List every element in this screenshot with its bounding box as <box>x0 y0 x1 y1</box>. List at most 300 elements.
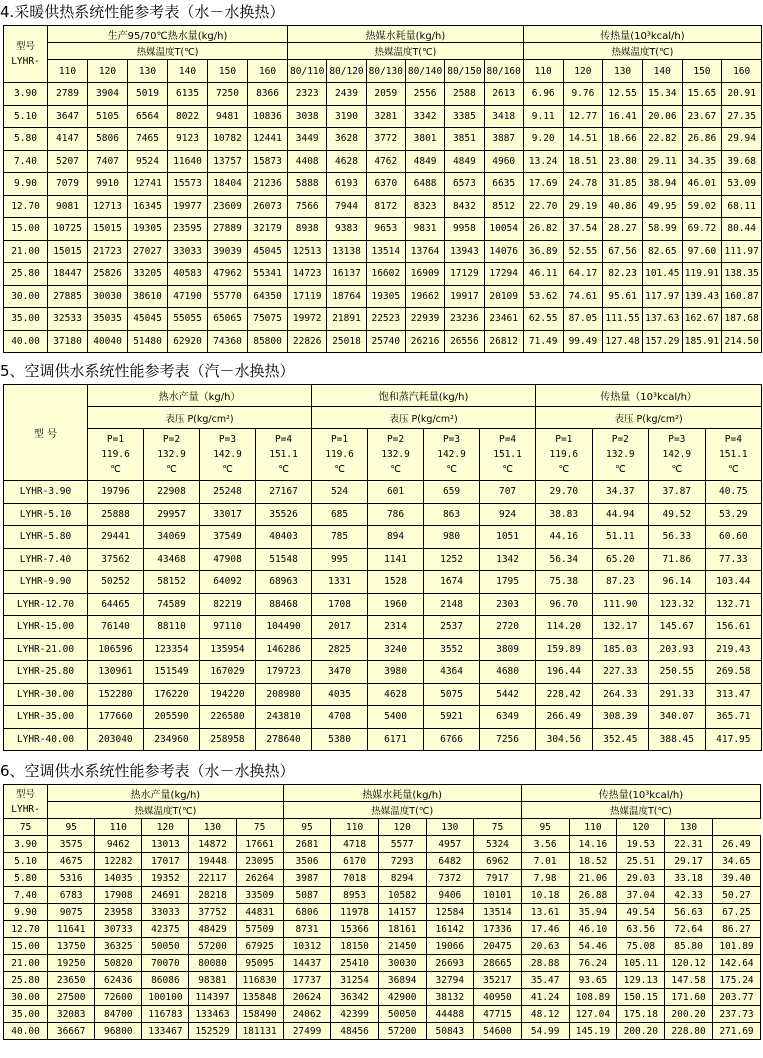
table-cell: 49.95 <box>642 195 682 218</box>
table-cell: 2439 <box>327 83 366 106</box>
table-cell: 29.70 <box>536 481 593 504</box>
table-cell: 43468 <box>144 548 200 571</box>
table-cell: 34.35 <box>682 150 722 173</box>
table-cell: 24691 <box>142 887 189 904</box>
table-cell: 12.55 <box>603 83 643 106</box>
table-cell: 8366 <box>248 83 288 106</box>
table-cell: 17661 <box>236 836 283 853</box>
table-cell: 12741 <box>128 173 168 196</box>
table-cell: 44.94 <box>592 503 649 526</box>
table-cell: 40.75 <box>705 481 762 504</box>
saturation-temp: 142.9 <box>437 449 466 460</box>
table-cell: 20.91 <box>722 83 762 106</box>
table5-title: 5、空调供水系统性能参考表（汽－水换热） <box>0 362 295 380</box>
table-cell: 56.63 <box>665 904 713 921</box>
table-cell: 33205 <box>128 263 168 286</box>
table-cell: 39.68 <box>722 150 762 173</box>
table-cell: 3980 <box>368 661 424 684</box>
table-row <box>4 638 762 661</box>
table-cell: 23958 <box>95 904 142 921</box>
table-cell: 82.65 <box>642 240 682 263</box>
table-cell: 175.24 <box>712 972 760 989</box>
table-cell: 6783 <box>48 887 95 904</box>
table5-pressure-header: 表压 P(kg/cm²) <box>312 407 536 429</box>
column-header: 110 <box>569 819 617 836</box>
table-cell: 44831 <box>236 904 283 921</box>
table-cell: 26556 <box>445 330 484 353</box>
table-cell: 24.78 <box>563 173 603 196</box>
table-cell: 19917 <box>445 285 484 308</box>
table-cell: 37562 <box>88 548 144 571</box>
table-cell: 96.14 <box>649 571 706 594</box>
table-cell: 25.51 <box>617 853 665 870</box>
table-cell: 2588 <box>445 83 484 106</box>
table-cell: 8953 <box>331 887 379 904</box>
table-cell: 3449 <box>288 128 327 151</box>
row-model: LYHR-40.00 <box>4 728 88 751</box>
table-cell: 150.15 <box>617 989 665 1006</box>
row-model: 9.90 <box>4 173 48 196</box>
saturation-temp: 132.9 <box>381 449 410 460</box>
table-cell: 46.11 <box>523 263 563 286</box>
table-cell: 64350 <box>248 285 288 308</box>
column-header: 80/120 <box>327 60 366 83</box>
table-cell: 31254 <box>331 972 379 989</box>
column-header: 110 <box>48 60 88 83</box>
table-cell: 17294 <box>484 263 523 286</box>
table-cell: 6635 <box>484 173 523 196</box>
pressure-column-header <box>480 429 536 481</box>
table-row <box>4 836 761 853</box>
table-cell: 100100 <box>142 989 189 1006</box>
table-cell: 4957 <box>426 836 474 853</box>
temp-unit: ℃ <box>110 464 121 475</box>
table-cell: 25018 <box>327 330 366 353</box>
model-label: 型号 <box>16 788 36 800</box>
table-row <box>4 1006 761 1023</box>
pressure-column-header <box>424 429 480 481</box>
pressure-column-header <box>649 429 706 481</box>
table5-group-steam: 饱和蒸汽耗量(kg/h) <box>312 385 536 407</box>
table-cell: 145.19 <box>569 1023 617 1040</box>
table-cell: 3385 <box>445 105 484 128</box>
table-cell: 64465 <box>88 593 144 616</box>
table-cell: 157.29 <box>642 330 682 353</box>
table-cell: 2017 <box>312 616 368 639</box>
table-cell: 25888 <box>88 503 144 526</box>
table-cell: 269.58 <box>705 661 762 684</box>
row-model: LYHR-7.40 <box>4 548 88 571</box>
table-cell: 10782 <box>208 128 248 151</box>
pressure-column-header <box>256 429 312 481</box>
table-cell: 36342 <box>331 989 379 1006</box>
table-cell: 3772 <box>366 128 405 151</box>
temp-unit: ℃ <box>671 464 683 475</box>
table6 <box>3 784 761 1040</box>
saturation-temp: 151.1 <box>719 449 748 460</box>
table-cell: 23095 <box>236 853 283 870</box>
table-row <box>4 105 762 128</box>
table-cell: 105.11 <box>617 955 665 972</box>
table-cell: 5380 <box>312 728 368 751</box>
table-cell: 29.03 <box>617 870 665 887</box>
table-cell: 7917 <box>474 870 522 887</box>
table-row <box>4 481 762 504</box>
table-cell: 9.76 <box>563 83 603 106</box>
table-cell: 12713 <box>88 195 128 218</box>
column-header: 95 <box>48 819 95 836</box>
table-cell: 26.88 <box>569 887 617 904</box>
table-cell: 29441 <box>88 526 144 549</box>
row-model: LYHR-21.00 <box>4 638 88 661</box>
temp-unit: ℃ <box>728 464 739 475</box>
table-cell: 9.20 <box>523 128 563 151</box>
table-row <box>4 195 762 218</box>
table-cell: 5400 <box>368 706 424 729</box>
table-cell: 26216 <box>405 330 444 353</box>
table-cell: 88468 <box>256 593 312 616</box>
table-cell: 6.96 <box>523 83 563 106</box>
temp-unit: ℃ <box>614 464 626 475</box>
table-cell: 9653 <box>366 218 405 241</box>
table-cell: 33033 <box>168 240 208 263</box>
table-cell: 147.58 <box>665 972 713 989</box>
table-cell: 980 <box>424 526 480 549</box>
pressure-column-header <box>368 429 424 481</box>
table-cell: 84700 <box>95 1006 142 1023</box>
column-header: 80/140 <box>405 60 444 83</box>
table-cell: 71.86 <box>649 548 706 571</box>
table-cell: 5105 <box>88 105 128 128</box>
table-cell: 16142 <box>426 921 474 938</box>
table-cell: 194220 <box>200 683 256 706</box>
table-cell: 137.63 <box>642 308 682 331</box>
row-model: LYHR-9.90 <box>4 571 88 594</box>
table-cell: 22939 <box>405 308 444 331</box>
pressure-column-header <box>312 429 368 481</box>
table-cell: 894 <box>368 526 424 549</box>
table-cell: 39.40 <box>712 870 760 887</box>
table-cell: 23.67 <box>682 105 722 128</box>
table-cell: 18764 <box>327 285 366 308</box>
table-cell: 1141 <box>368 548 424 571</box>
table-cell: 58.99 <box>642 218 682 241</box>
table-cell: 12513 <box>288 240 327 263</box>
table-cell: 85.80 <box>665 938 713 955</box>
table4-group-hot-water: 生产95/70℃热水量(kg/h) <box>48 26 288 43</box>
table-cell: 130961 <box>88 661 144 684</box>
table-cell: 17017 <box>142 853 189 870</box>
column-header: 80/150 <box>445 60 484 83</box>
pressure-column-header <box>592 429 649 481</box>
pressure-value: P=1 <box>106 434 125 445</box>
table-cell: 6564 <box>128 105 168 128</box>
table-cell: 4718 <box>331 836 379 853</box>
table-cell: 3904 <box>88 83 128 106</box>
table-cell: 27167 <box>256 481 312 504</box>
table-cell: 8022 <box>168 105 208 128</box>
table-cell: 5442 <box>480 683 536 706</box>
table4-group-heat-transfer: 传热量(10³kcal/h) <box>523 26 761 43</box>
table-cell: 7372 <box>426 870 474 887</box>
table-cell: 205590 <box>144 706 200 729</box>
table-cell: 57509 <box>236 921 283 938</box>
row-model: 35.00 <box>4 308 48 331</box>
table-cell: 203040 <box>88 728 144 751</box>
table-cell: 120.12 <box>665 955 713 972</box>
column-header: 120 <box>378 819 426 836</box>
column-header: 120 <box>617 819 665 836</box>
table-cell: 18150 <box>331 938 379 955</box>
table-cell: 27499 <box>283 1023 331 1040</box>
table-cell: 75.08 <box>617 938 665 955</box>
table-cell: 3801 <box>405 128 444 151</box>
table-cell: 226580 <box>200 706 256 729</box>
table-cell: 23.80 <box>603 150 643 173</box>
table-cell: 76140 <box>88 616 144 639</box>
table-cell: 19796 <box>88 481 144 504</box>
table-cell: 17119 <box>288 285 327 308</box>
table-cell: 26073 <box>248 195 288 218</box>
table-cell: 995 <box>312 548 368 571</box>
table-cell: 37180 <box>48 330 88 353</box>
table-cell: 95.61 <box>603 285 643 308</box>
table-cell: 1708 <box>312 593 368 616</box>
table-cell: 9524 <box>128 150 168 173</box>
table-cell: 38.83 <box>536 503 593 526</box>
table-cell: 145.67 <box>649 616 706 639</box>
saturation-temp: 119.6 <box>101 449 130 460</box>
table-cell: 20109 <box>484 285 523 308</box>
table-cell: 28.88 <box>521 955 569 972</box>
table-cell: 15.34 <box>642 83 682 106</box>
table-cell: 69.72 <box>682 218 722 241</box>
table-row <box>4 853 761 870</box>
table-cell: 33017 <box>200 503 256 526</box>
table-cell: 2720 <box>480 616 536 639</box>
table-cell: 7256 <box>480 728 536 751</box>
table-row <box>4 593 762 616</box>
row-model: LYHR-30.00 <box>4 683 88 706</box>
table-cell: 15015 <box>88 218 128 241</box>
table-cell: 18447 <box>48 263 88 286</box>
table-cell: 3190 <box>327 105 366 128</box>
table-cell: 13943 <box>445 240 484 263</box>
table-cell: 48429 <box>189 921 236 938</box>
table-cell: 47715 <box>474 1006 522 1023</box>
table-row <box>4 904 761 921</box>
table-cell: 11978 <box>331 904 379 921</box>
table-cell: 30733 <box>95 921 142 938</box>
table-cell: 40403 <box>256 526 312 549</box>
table-cell: 19066 <box>426 938 474 955</box>
table-cell: 3342 <box>405 105 444 128</box>
table6-temp-header: 热媒温度T(℃) <box>283 802 521 819</box>
table-cell: 40.86 <box>603 195 643 218</box>
table-cell: 2681 <box>283 836 331 853</box>
table-cell: 6482 <box>426 853 474 870</box>
table-cell: 52.55 <box>563 240 603 263</box>
table-cell: 3038 <box>288 105 327 128</box>
table-cell: 28.27 <box>603 218 643 241</box>
table-cell: 114397 <box>189 989 236 1006</box>
table-row <box>4 938 761 955</box>
table-cell: 707 <box>480 481 536 504</box>
table-cell: 54600 <box>474 1023 522 1040</box>
table-cell: 15.65 <box>682 83 722 106</box>
table-cell: 7.98 <box>521 870 569 887</box>
table-cell: 16137 <box>327 263 366 286</box>
row-model: 40.00 <box>4 1023 48 1040</box>
column-header: 130 <box>189 819 236 836</box>
column-header: 75 <box>4 819 48 836</box>
table-cell: 87.23 <box>592 571 649 594</box>
table-cell: 1252 <box>424 548 480 571</box>
table-cell: 29.94 <box>722 128 762 151</box>
table-cell: 21723 <box>88 240 128 263</box>
table-cell: 133463 <box>189 1006 236 1023</box>
row-model: 5.10 <box>4 853 48 870</box>
column-header: 110 <box>331 819 379 836</box>
table-cell: 5316 <box>48 870 95 887</box>
table-cell: 93.65 <box>569 972 617 989</box>
table-cell: 7566 <box>288 195 327 218</box>
table-cell: 55770 <box>208 285 248 308</box>
model-prefix: LYHR- <box>11 803 40 815</box>
table-cell: 10582 <box>378 887 426 904</box>
table-cell: 25248 <box>200 481 256 504</box>
table-row <box>4 706 762 729</box>
table-cell: 14.51 <box>563 128 603 151</box>
table-row <box>4 173 762 196</box>
table-cell: 70070 <box>142 955 189 972</box>
table-cell: 16909 <box>405 263 444 286</box>
table-cell: 9481 <box>208 105 248 128</box>
table-row <box>4 616 762 639</box>
table-cell: 2556 <box>405 83 444 106</box>
table-row <box>4 571 762 594</box>
table-cell: 6488 <box>405 173 444 196</box>
table-cell: 36894 <box>378 972 426 989</box>
table-cell: 45045 <box>248 240 288 263</box>
table-cell: 1795 <box>480 571 536 594</box>
table-cell: 227.33 <box>592 661 649 684</box>
table-cell: 76.24 <box>569 955 617 972</box>
table-cell: 50.27 <box>712 887 760 904</box>
table-cell: 17908 <box>95 887 142 904</box>
table-cell: 65.20 <box>592 548 649 571</box>
table-cell: 6193 <box>327 173 366 196</box>
table-cell: 50820 <box>95 955 142 972</box>
table-cell: 19.53 <box>617 836 665 853</box>
table-cell: 13514 <box>366 240 405 263</box>
table-cell: 20.63 <box>521 938 569 955</box>
table-cell: 8294 <box>378 870 426 887</box>
table-cell: 4960 <box>484 150 523 173</box>
table-cell: 14076 <box>484 240 523 263</box>
column-header: 80/110 <box>288 60 327 83</box>
table-cell: 6135 <box>168 83 208 106</box>
table-cell: 171.60 <box>665 989 713 1006</box>
table-row <box>4 870 761 887</box>
table-cell: 138.35 <box>722 263 762 286</box>
pressure-column-header <box>705 429 762 481</box>
table-cell: 21891 <box>327 308 366 331</box>
row-model: 25.80 <box>4 263 48 286</box>
table-cell: 4408 <box>288 150 327 173</box>
table-cell: 365.71 <box>705 706 762 729</box>
row-model: 7.40 <box>4 887 48 904</box>
table-cell: 291.33 <box>649 683 706 706</box>
table-cell: 308.39 <box>592 706 649 729</box>
column-header: 75 <box>236 819 283 836</box>
table-row <box>4 330 762 353</box>
table-cell: 34.37 <box>592 481 649 504</box>
table4-group-medium-consumption: 热媒水耗量(kg/h) <box>288 26 524 43</box>
table-cell: 12282 <box>95 853 142 870</box>
table-cell: 266.49 <box>536 706 593 729</box>
table-cell: 9123 <box>168 128 208 151</box>
table-cell: 5075 <box>424 683 480 706</box>
table-cell: 14723 <box>288 263 327 286</box>
row-model: 12.70 <box>4 921 48 938</box>
table-cell: 39039 <box>208 240 248 263</box>
table-cell: 36.89 <box>523 240 563 263</box>
table-cell: 26693 <box>426 955 474 972</box>
table-cell: 14437 <box>283 955 331 972</box>
table-cell: 64.17 <box>563 263 603 286</box>
column-header: 140 <box>642 60 682 83</box>
row-model: LYHR-5.10 <box>4 503 88 526</box>
table-cell: 2537 <box>424 616 480 639</box>
table-cell: 97110 <box>200 616 256 639</box>
table-cell: 135848 <box>236 989 283 1006</box>
table-cell: 1342 <box>480 548 536 571</box>
table-cell: 67.25 <box>712 904 760 921</box>
table6-temp-header: 热媒温度T(℃) <box>48 802 284 819</box>
table-cell: 2148 <box>424 593 480 616</box>
table-cell: 42.33 <box>665 887 713 904</box>
table-cell: 22.70 <box>523 195 563 218</box>
table-cell: 12.77 <box>563 105 603 128</box>
pressure-value: P=3 <box>442 434 461 445</box>
pressure-value: P=1 <box>330 434 349 445</box>
table-cell: 32794 <box>426 972 474 989</box>
table-cell: 6349 <box>480 706 536 729</box>
table-cell: 12584 <box>426 904 474 921</box>
table-cell: 142.64 <box>712 955 760 972</box>
table-cell: 57200 <box>378 1023 426 1040</box>
table-cell: 96.70 <box>536 593 593 616</box>
table-cell: 35035 <box>88 308 128 331</box>
table-cell: 55341 <box>248 263 288 286</box>
table-cell: 9406 <box>426 887 474 904</box>
pressure-value: P=2 <box>611 434 629 445</box>
table-cell: 82.23 <box>603 263 643 286</box>
table4-temp-header: 热媒温度T(℃) <box>523 43 761 60</box>
model-label: 型号 <box>15 41 35 52</box>
table-cell: 13.24 <box>523 150 563 173</box>
table-cell: 27500 <box>48 989 95 1006</box>
table-cell: 4628 <box>327 150 366 173</box>
table-cell: 32179 <box>248 218 288 241</box>
table-cell: 21236 <box>248 173 288 196</box>
table-cell: 37549 <box>200 526 256 549</box>
table-cell: 14872 <box>189 836 236 853</box>
table-cell: 17336 <box>474 921 522 938</box>
table-cell: 152280 <box>88 683 144 706</box>
table-cell: 3887 <box>484 128 523 151</box>
